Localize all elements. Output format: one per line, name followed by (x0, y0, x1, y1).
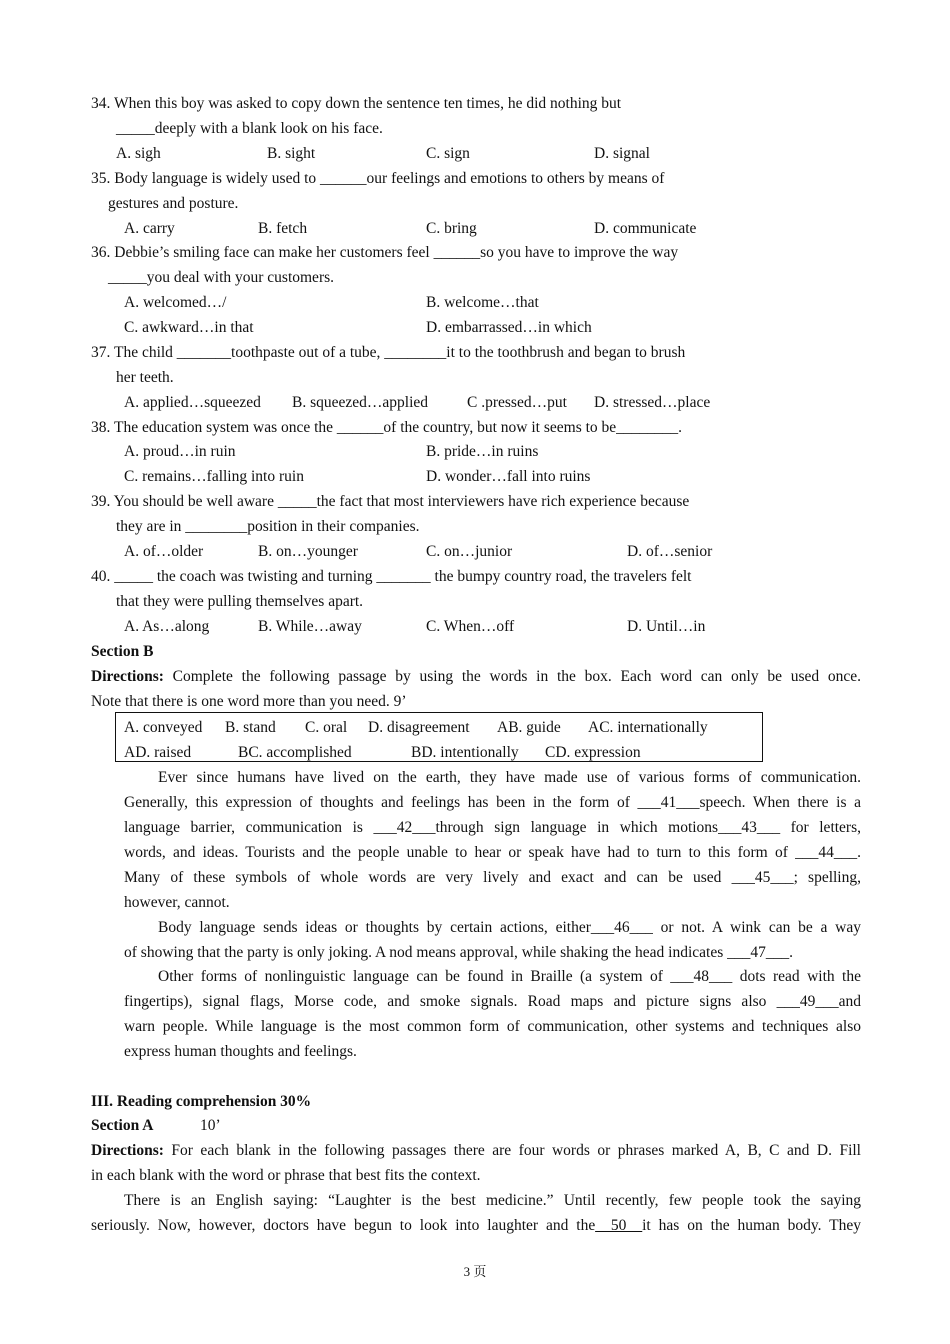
page-number: 3 页 (463, 1264, 487, 1279)
section-a-points: 10’ (200, 1117, 221, 1134)
passage-line: Body language sends ideas or thoughts by certain actions, either___46___ or not. A wink can be a way (158, 919, 861, 936)
question-34-stem: 34. When this boy was asked to copy down the sentence ten times, he did nothing but (91, 95, 622, 112)
passage-line: Ever since humans have lived on the earth, they have made use of various forms of communication. (158, 769, 861, 786)
word-box-item: D. disagreement (368, 719, 470, 736)
question-37-option-a: A. applied…squeezed (124, 394, 261, 411)
reading-text: it has on the human body. They (642, 1217, 861, 1234)
word-box-item: A. conveyed (124, 719, 203, 736)
word-box-item: BC. accomplished (238, 744, 352, 761)
question-35-option-a: A. carry (124, 220, 175, 237)
directions-label: Directions: (91, 1142, 164, 1159)
question-40-option-a: A. As…along (124, 618, 210, 635)
reading-paragraph-line (91, 1216, 861, 1236)
question-40-option-c: C. When…off (426, 618, 515, 635)
question-37-option-c: C .pressed…put (467, 394, 567, 411)
word-box-item: B. stand (225, 719, 276, 736)
question-40-stem: 40. _____ the coach was twisting and turning _______ the bumpy country road, the travelers felt (91, 568, 692, 585)
question-39-stem: 39. You should be well aware _____the fact that most interviewers have rich experience because (91, 493, 690, 510)
question-35-stem: 35. Body language is widely used to ______our feelings and emotions to others by means of (91, 170, 665, 187)
word-box-item: AD. raised (124, 744, 192, 761)
directions-text: Complete the following passage by using the words in the box. Each word can only be used once. (163, 668, 861, 685)
question-34-option-a: A. sigh (116, 145, 161, 162)
question-34-stem-cont: _____deeply with a blank look on his face. (116, 120, 383, 137)
blank-50: _ 50 _ (595, 1217, 643, 1234)
passage-line: language barrier, communication is ___42___through sign language in which motions___43___ for letters, (124, 819, 861, 836)
question-40-stem-cont: that they were pulling themselves apart. (116, 593, 364, 610)
question-36-stem-cont: _____you deal with your customers. (108, 269, 335, 286)
question-36-option-c: C. awkward…in that (124, 319, 254, 336)
question-39-option-d: D. of…senior (627, 543, 713, 560)
section-b-title: Section B (91, 643, 154, 660)
question-38-option-c: C. remains…falling into ruin (124, 468, 304, 485)
question-39-option-b: B. on…younger (258, 543, 358, 560)
passage-line: Other forms of nonlinguistic language can be found in Braille (a system of ___48___ dots read with the (158, 968, 861, 985)
question-37-stem: 37. The child _______toothpaste out of a tube, ________it to the toothbrush and began to brush (91, 344, 686, 361)
word-box-item: AB. guide (497, 719, 561, 736)
question-36-stem: 36. Debbie’s smiling face can make her customers feel ______so you have to improve the way (91, 244, 679, 261)
passage-line: words, and ideas. Tourists and the people unable to hear or speak have had to turn to this form of ___44___. (124, 844, 861, 861)
word-box-item: AC. internationally (588, 719, 708, 736)
question-35-option-c: C. bring (426, 220, 477, 237)
directions-text: For each blank in the following passages there are four words or phrases marked A, B, C and D. Fill (163, 1142, 861, 1159)
question-36-option-b: B. welcome…that (426, 294, 539, 311)
part-iii-directions-line1 (91, 1141, 861, 1161)
question-38-option-d: D. wonder…fall into ruins (426, 468, 591, 485)
reading-text: seriously. Now, however, doctors have begun to look into laughter and the (91, 1217, 596, 1234)
question-37-option-d: D. stressed…place (594, 394, 711, 411)
question-34-option-c: C. sign (426, 145, 470, 162)
directions-label: Directions: (91, 668, 164, 685)
question-34-option-d: D. signal (594, 145, 650, 162)
question-38-option-b: B. pride…in ruins (426, 443, 539, 460)
passage-line: however, cannot. (124, 894, 230, 911)
question-35-stem-cont: gestures and posture. (108, 195, 239, 212)
passage-line: express human thoughts and feelings. (124, 1043, 357, 1060)
question-38-stem: 38. The education system was once the ______of the country, but now it seems to be________. (91, 419, 683, 436)
part-iii-directions-line2: in each blank with the word or phrase that best fits the context. (91, 1167, 481, 1184)
passage-line: Generally, this expression of thoughts and feelings has been in the form of ___41___speech. When there is a (124, 794, 861, 811)
passage-line: of showing that the party is only joking. A nod means approval, while shaking the head indicates ___47___. (124, 944, 793, 961)
question-39-stem-cont: they are in ________position in their companies. (116, 518, 420, 535)
word-box-item: C. oral (305, 719, 348, 736)
word-box-item: BD. intentionally (411, 744, 519, 761)
question-39-option-a: A. of…older (124, 543, 204, 560)
section-b-directions-line2: Note that there is one word more than you need. 9’ (91, 693, 407, 710)
section-a-title: Section A (91, 1117, 154, 1134)
question-35-option-b: B. fetch (258, 220, 308, 237)
question-37-option-b: B. squeezed…applied (292, 394, 429, 411)
question-40-option-b: B. While…away (258, 618, 362, 635)
question-38-option-a: A. proud…in ruin (124, 443, 236, 460)
passage-line: Many of these symbols of whole words are very lively and exact and can be used ___45___; spelling, (124, 869, 861, 886)
word-box-item: CD. expression (545, 744, 641, 761)
question-36-option-a: A. welcomed…/ (124, 294, 227, 311)
question-34-option-b: B. sight (267, 145, 316, 162)
question-37-stem-cont: her teeth. (116, 369, 174, 386)
question-36-option-d: D. embarrassed…in which (426, 319, 592, 336)
question-35-option-d: D. communicate (594, 220, 697, 237)
reading-paragraph-line: There is an English saying: “Laughter is the best medicine.” Until recently, few people took the saying (124, 1192, 861, 1209)
question-39-option-c: C. on…junior (426, 543, 513, 560)
passage-line: warn people. While language is the most common form of communication, other systems and techniques also (124, 1018, 861, 1035)
section-b-directions-line1 (91, 667, 861, 687)
part-iii-title: III. Reading comprehension 30% (91, 1093, 312, 1110)
passage-line: fingertips), signal flags, Morse code, and smoke signals. Road maps and picture signs also ___49___and (124, 993, 861, 1010)
question-40-option-d: D. Until…in (627, 618, 706, 635)
